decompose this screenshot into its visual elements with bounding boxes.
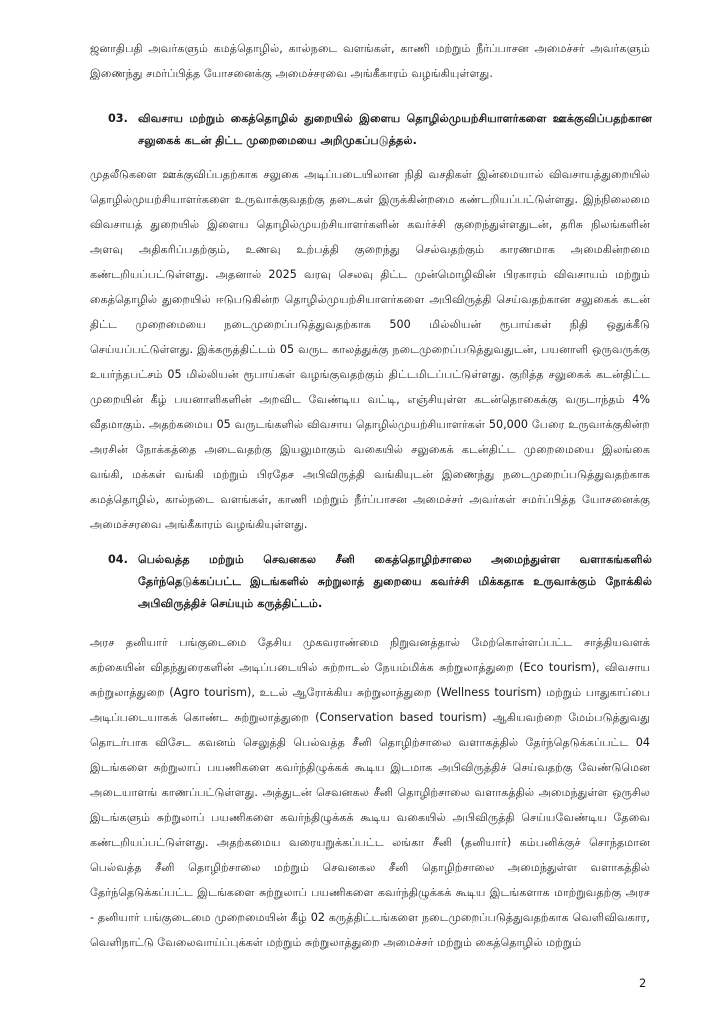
section-04-paragraph: அரச தனியார் பங்குடைமை தேசிய முகவராண்மை நிறுவனத்தால் மேற்கொள்ளப்பட்ட சாத்தியவளக் கற்கையின் விதந்துரைகளின் அடிப்படையில் சுற்றாடல் நேயம்மிக்க சுற்றுலாத்துறை (Eco tourism), விவசாய சுற்றுலாத்துறை (Agro tourism), உடல் ஆரோக்கிய சுற்றுலாத்துறை (Wellness tourism) மற்றும் பாதுகாப்பை அடிப்படையாகக் கொண்ட சுற்றுலாத்துறை (Conservation based tourism) ஆகியவற்றை மேம்படுத்துவது தொடர்பாக விசேட கவனம் செலுத்தி பெல்வத்த சீனி தொழிற்சாலை வளாகத்தில் தேர்ந்தெடுக்கப்பட்ட 04 இடங்களை சுற்றுலாப் பயணிகளை கவர்ந்திழுக்கக் கூடிய இடமாக அபிவிருத்திச் செய்வதற்கு வேண்டுமென அடையாளங் காணப்பட்டுள்ளது. அத்துடன் செவனகல சீனி தொழிற்சாலை வளாகத்தில் அமைந்துள்ள ஒருசில இடங்களும் சுற்றுலாப் பயணிகளை கவர்ந்திழுக்கக் கூடிய வகையில் அபிவிருத்தி செய்யவேண்டிய தேவை கண்டறியப்பட்டுள்ளது. அதற்கமைய வரையறுக்கப்பட்ட லங்கா சீனி (தனியார்) கம்பனிக்குச் சொந்தமான பெல்வத்த சீனி தொழிற்சாலை மற்றும் செவனகல சீனி தொழிற்சாலை அமைந்துள்ள வளாகத்தில் தேர்ந்தெடுக்கப்பட்ட இடங்களை சுற்றுலாப் பயணிகளை கவர்ந்திழுக்கக் கூடிய இடங்களாக மாற்றுவதற்கு அரச - தனியார் பங்குடைமை முறைமையின் கீழ் 02 கருத்திட்டங்களை நடைமுறைப்படுத்துவதற்காக வெளிவிவகார, வெளிநாட்டு வேலைவாய்ப்புக்கள் மற்றும் சுற்றுலாத்துறை அமைச்சர் மற்றும் கைத்தொழில் மற்றும்: [90, 636, 650, 949]
section-04-number: 04.: [108, 553, 128, 566]
page-number: 2: [639, 976, 647, 990]
intro-paragraph: ஜனாதிபதி அவர்களும் கமத்தொழில், கால்நடை வளங்கள், காணி மற்றும் நீர்ப்பாசன அமைச்சர் அவர்களும் இணைந்து சமர்ப்பித்த யோசனைக்கு அமைச்சரவை அங்கீகாரம் வழங்கியுள்ளது.: [90, 42, 650, 80]
section-04-heading: [108, 549, 652, 615]
section-04-title: பெல்வத்த மற்றும் செவனகல சீனி கைத்தொழிற்சாலை அமைந்துள்ள வளாகங்களில் தேர்ந்தெடுக்கப்பட்ட இடங்களில் சுற்றுலாத் துறையை கவர்ச்சி மிக்கதாக உருவாக்கும் நோக்கில் அபிவிருத்திச் செய்யும் கருத்திட்டம்.: [138, 553, 652, 610]
section-03-number: 03.: [108, 112, 128, 125]
section-03-heading: [108, 108, 652, 152]
section-03-paragraph: முதலீடுகளை ஊக்குவிப்பதற்காக சலுகை அடிப்படையிலான நிதி வசதிகள் இன்மையால் விவசாயத்துறையில் தொழில்முயற்சியாளர்களை உருவாக்குவதற்கு தடைகள் இருக்கின்றமை கண்டறியப்பட்டுள்ளது. இந்நிலைமை விவசாயத் துறையில் இளைய தொழில்முயற்சியாளர்களின் கவர்ச்சி குறைந்துள்ளதுடன், தரிசு நிலங்களின் அளவு அதிகரிப்பதற்கும், உணவு உற்பத்தி குறைந்து செல்வதற்கும் காரணமாக அமைகின்றமை கண்டறியப்பட்டுள்ளது. அதனால் 2025 வரவு செலவு திட்ட முன்மொழிவின் பிரகாரம் விவசாயம் மற்றும் கைத்தொழில் துறையில் ஈடுபடுகின்ற தொழில்முயற்சியாளர்களை அபிவிருத்தி செய்வதற்கான சலுகைக் கடன் திட்ட முறைமையை நடைமுறைப்படுத்துவதற்காக 500 மில்லியன் ரூபாய்கள் நிதி ஒதுக்கீடு செய்யப்பட்டுள்ளது. இக்கருத்திட்டம் 05 வருட காலத்துக்கு நடைமுறைப்படுத்துவதுடன், பயனாளி ஒருவருக்கு உயர்ந்தபட்சம் 05 மில்லியன் ரூபாய்கள் வழங்குவதற்கும் திட்டமிடப்பட்டுள்ளது. குறித்த சலுகைக் கடன்திட்ட முறையின் கீழ் பயனாளிகளின் அறவிட வேண்டிய வட்டி, எஞ்சியுள்ள கடன்தொகைக்கு வருடாந்தம் 4% வீதமாகும். அதற்கமைய 05 வருடங்களில் விவசாய தொழில்முயற்சியாளர்கள் 50,000 பேரை உருவாக்குகின்ற அரசின் நோக்கத்தை அடைவதற்கு இயலுமாகும் வகையில் சலுகைக் கடன்திட்ட முறைமையை இலங்கை வங்கி, மக்கள் வங்கி மற்றும் பிரதேச அபிவிருத்தி வங்கியுடன் இணைந்து நடைமுறைப்படுத்துவதற்காக கமத்தொழில், கால்நடை வளங்கள், காணி மற்றும் நீர்ப்பாசன அமைச்சர் அவர்கள் சமர்ப்பித்த யோசனைக்கு அமைச்சரவை அங்கீகாரம் வழங்கியுள்ளது.: [90, 168, 650, 531]
section-03-title: விவசாய மற்றும் கைத்தொழில் துறையில் இளைய தொழில்முயற்சியாளர்களை ஊக்குவிப்பதற்கான சலுகைக் கடன் திட்ட முறைமையை அறிமுகப்படுத்தல்.: [138, 112, 652, 147]
